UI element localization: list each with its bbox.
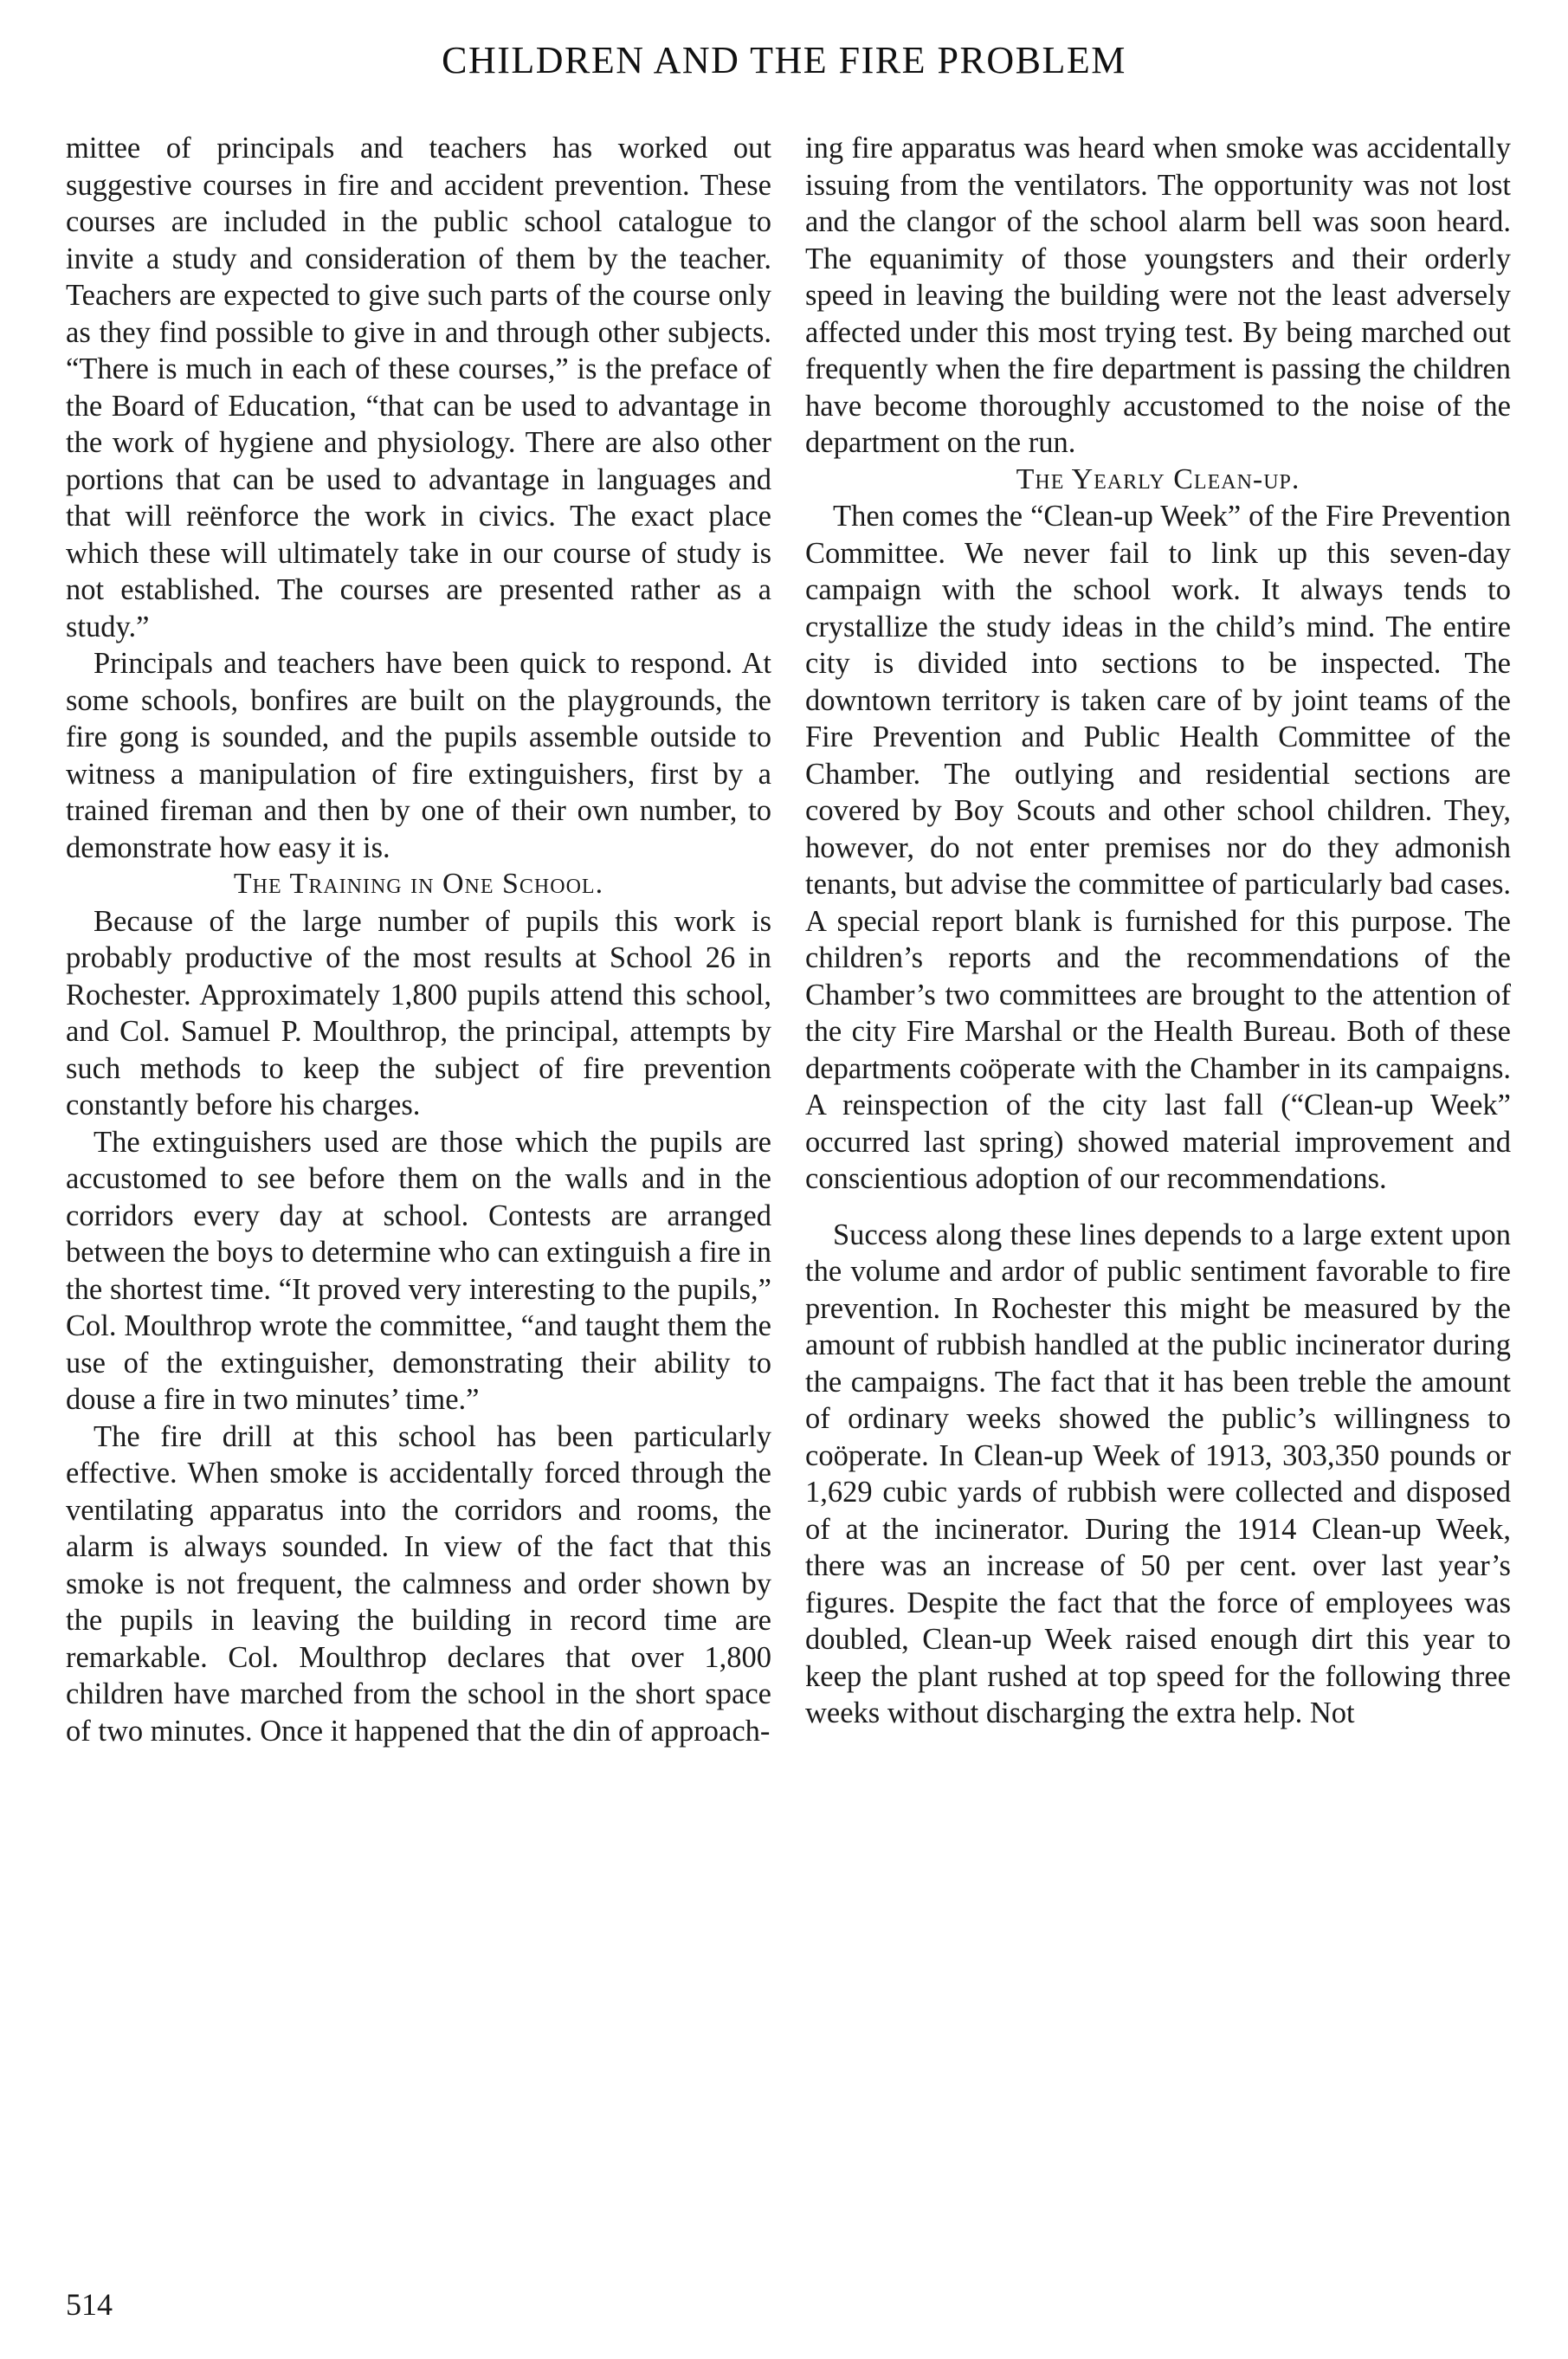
subheading-yearly-clean-up: The Yearly Clean-up. bbox=[1016, 462, 1300, 495]
paragraph-school-26: Because of the large number of pupils this work is probably productive of the most results at School 26 in Rochester. Approximately 1,800 pupils attend this school, and Col. Samuel P. Moulthrop, the principal, attempts by such methods to keep the subject of fire prevention constantly before his charges. bbox=[66, 904, 771, 1121]
paragraph-extinguishers: The extinguishers used are those which the pupils are accustomed to see before them on the walls and in the corridors every day at school. Contests are arranged between the boys to determine who can extinguish a fire in the shortest time. “It proved very interesting to the pupils,” Col. Moulthrop wrote the committee, “and taught them the use of the extinguisher, demonstrating their ability to douse a fire in two minutes’ time.” bbox=[66, 1125, 771, 1416]
subheading-training-one-school: The Training in One School. bbox=[233, 868, 604, 900]
page-number: 514 bbox=[66, 2287, 113, 2322]
paragraph-principals-respond: Principals and teachers have been quick to respond. At some schools, bonfires are built on the playgrounds, the fire gong is sounded, and the pupils assemble outside to witness a manipulation of fire extinguishers, first by a trained fireman and then by one of their own number, to demonstrate how easy it is. bbox=[66, 647, 771, 864]
right-column bbox=[805, 130, 1511, 1732]
paragraph-fire-drill: The fire drill at this school has been particularly effective. When smoke is accidentally forced through the ventilating apparatus into the corridors and rooms, the alarm is always sounded. In view of the fact that this smoke is not frequent, the calmness and order shown by the pupils in leaving the building in record time are remarkable. Col. Moulthrop declares that over 1,800 children have marched from the school in the short space of two minutes. Once it happened that the din of approach- bbox=[66, 1419, 771, 1748]
paragraph-fire-apparatus: ing fire apparatus was heard when smoke was accidentally issuing from the ventilators. The opportunity was not lost and the clangor of the school alarm bell was soon heard. The equanimity of those youngsters and their orderly speed in leaving the building were not the least adversely affected under this most trying test. By being marched out frequently when the fire department is passing the children have become thoroughly accustomed to the noise of the department on the run. bbox=[805, 132, 1511, 459]
paragraph-clean-up-week: Then comes the “Clean-up Week” of the Fire Prevention Committee. We never fail to link up this seven-day campaign with the school work. It always tends to crystallize the study ideas in the child’s mind. The entire city is divided into sections to be inspected. The downtown territory is taken care of by joint teams of the Fire Prevention and Public Health Committee of the Chamber. The outlying and residential sections are covered by Boy Scouts and other school children. They, however, do not enter premises nor do they admonish tenants, but advise the committee of particularly bad cases. A special report blank is furnished for this purpose. The children’s reports and the recommendations of the Chamber’s two committees are brought to the attention of the city Fire Marshal or the Health Bureau. Both of these departments coöperate with the Chamber in its campaigns. A reinspection of the city last fall (“Clean-up Week” occurred last spring) showed material improvement and conscientious adoption of our recommendations. bbox=[805, 500, 1511, 1195]
left-column bbox=[66, 130, 771, 1749]
paragraph-public-sentiment: Success along these lines depends to a large extent upon the volume and ardor of public sentiment favorable to fire prevention. In Rochester this might be measured by the amount of rubbish handled at the public incinerator during the campaigns. The fact that it has been treble the amount of ordinary weeks showed the public’s willingness to coöperate. In Clean-up Week of 1913, 303,350 pounds or 1,629 cubic yards of rubbish were collected and disposed of at the incinerator. During the 1914 Clean-up Week, there was an increase of 50 per cent. over last year’s figures. Despite the fact that the force of employees was doubled, Clean-up Week raised enough dirt this year to keep the plant rushed at top speed for the following three weeks without discharging the extra help. Not bbox=[805, 1218, 1511, 1729]
paragraph-committee-courses: mittee of principals and teachers has worked out suggestive courses in fire and accident prevention. These courses are included in the public school catalogue to invite a study and consideration of them by the teacher. Teachers are expected to give such parts of the course only as they find possible to give in and through other subjects. “There is much in each of these courses,” is the preface of the Board of Education, “that can be used to advantage in the work of hygiene and physiology. There are also other portions that can be used to advantage in languages and that will reënforce the work in civics. The exact place which these will ultimately take in our course of study is not established. The courses are presented rather as a study.” bbox=[66, 132, 771, 643]
running-title: CHILDREN AND THE FIRE PROBLEM bbox=[442, 39, 1126, 81]
